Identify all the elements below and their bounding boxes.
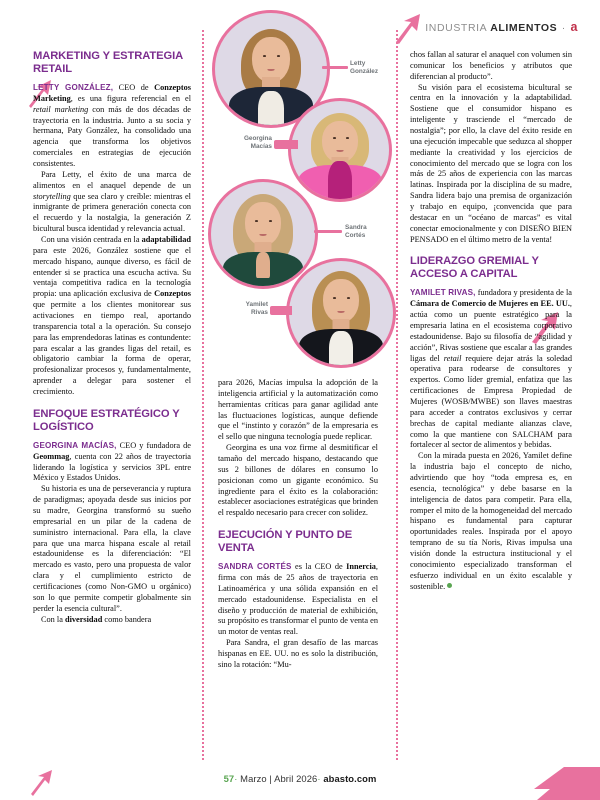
portrait-inner-garment [328,161,352,202]
article-column-middle [218,378,378,671]
paragraph-letty-storytelling [33,170,191,235]
connector-yamilet [270,306,292,315]
paragraph-macias-ia: para 2026, Macías impulsa la adopción de la inteligencia artificial y la automatización como herramientas críticas para ganar agilidad ante las fluctuaciones logísticas, aunque defiende que el “instinto y corazón” de la empresaria es el sello que ninguna tecnología puede replicar. [218,378,378,442]
lead-name-letty: LETTY GONZÁLEZ, [33,82,114,92]
paragraph-georgina-diversidad [33,615,191,626]
text-run: requiere dejar atrás la soledad operativa para rodearse de consultores y expertos. Como líder gremial, enfatiza que las certificaciones de Empresa Propiedad de Mujeres (WOSB/MWBE) son llaves maestras para acceder a contratos exclusivos y cerrar brechas de capital mediante alianzas clave, como la que mantiene con SALCHAM para fortalecer al sector de alimentos y bebidas. [410,353,572,450]
text-run: CEO de [113,82,155,92]
label-line-2: Cortés [345,231,366,239]
text-run: , es una figura referencial en el [70,93,191,103]
text-run: con más de dos décadas de trayectoria en la industria. Junto a su socia y hermana, Paty González, ha consolidado una agencia que transforma los objetivos comerciales en estrategias de ejecución consistentes. [33,104,191,168]
text-run: Para Letty, el éxito de una marca de alimentos en el anaquel depende de un [33,169,191,190]
label-line-2: Rivas [250,308,268,316]
portrait-eye-right [277,55,280,57]
lead-name-yamilet: YAMILET RIVAS, [410,288,476,298]
abasto-logo-mark: a [570,20,578,34]
text-run-bold: Cámara de Comercio de Mujeres en EE. UU. [410,299,570,309]
portrait-eye-left [255,220,258,222]
paragraph-yamilet-nicho [410,451,572,592]
text-run: , actúa como un puente estratégico para la empresaria latina en el ecosistema corporativo estadounidense. Bajo su filosofía de “agilidad y acción”, Rivas sostiene que escalar a las grandes ligas del [410,299,572,363]
lead-name-sandra: SANDRA CORTÉS [218,562,292,572]
text-run-italic: retail [443,353,462,363]
text-run: fundadora y presidenta de la [475,288,572,298]
section-heading-ejecucion: EJECUCIÓN Y PUNTO DE VENTA [218,529,353,555]
portrait-label-letty [350,60,378,75]
portrait-cluster [190,4,410,374]
text-run: Con la mirada puesta en 2026, Yamilet define la industria bajo el concepto de nicho, advirtiendo que hoy “toda empresa es, en esencia, tecnológica” y debe basarse en la inteligencia de datos para competir. Para ella, romper el mito de la homogeneidad del mercado hispano es fundamental para capturar oportunidades reales. Inspirada por el apoyo temprano de su tía Noris, Rivas impulsa una visión donde la estructura institucional y el conocimiento especializado transforman el esfuerzo individual en un éxito escalable y sostenible. [410,451,572,591]
portrait-label-sandra [345,224,367,239]
article-column-left [33,50,191,625]
portrait-sandra-cortes[interactable] [208,179,318,289]
connector-sandra [314,230,342,233]
paragraph-letty-intro [33,83,191,170]
label-line-1: Letty [350,60,366,67]
paragraph-sandra-desafio: Para Sandra, el gran desafío de las marcas hispanas en EE. UU. no es solo la distribución, sino la rotación: “Mu- [218,638,378,669]
portrait-eye-right [347,297,350,299]
footer-bullet-left: · [234,773,238,784]
page-header-masthead [425,20,578,34]
label-line-2: Macías [250,142,272,150]
text-run: que sea claro y creíble: mientras el inmigrante de primera generación conecta con el recuerdo y la nostalgia, la generación Z bicultural busca identidad y relevancia actual. [33,191,191,234]
connector-letty [322,66,348,69]
label-line-1: Sandra [345,224,367,231]
portrait-eye-right [269,220,272,222]
label-line-2: González [350,67,379,75]
portrait-yamilet-rivas[interactable] [286,258,396,368]
lead-name-georgina: GEORGINA MACÍAS, [33,440,117,450]
article-column-right [410,50,572,593]
text-run: para este 2026, González sostiene que el mercado hispano, aunque diverso, es fácil de entender si se practica una escucha activa. Su ventaja competitiva radica en la tecnología propia: una aplicación exclusiva de [33,245,191,299]
paragraph-letty-adaptabilidad [33,235,191,398]
text-run-bold: Conzeptos Marketing [33,82,191,103]
portrait-eye-right [346,137,349,139]
paragraph-georgina-intro [33,441,191,484]
label-line-1: Georgina [243,135,272,142]
label-line-1: Yamilet [245,301,268,308]
text-run: que permite a los clientes monitorear sus activaciones en tiempo real, aportando transparencia total a la operación. Su consejo para las emprendedoras latinas es contundente: para escalar a las grandes ligas del retail, es obligatorio cambiar la forma de operar, profesionalizar procesos y, fundamentalmente, aprender a delegar para sostener el crecimiento. [33,300,191,397]
text-run: es la CEO de [291,562,347,572]
text-run: como bandera [102,614,152,624]
paragraph-sandra-continued: chos fallan al saturar el anaquel con volumen sin comunicar los beneficios y atributos que diferencian al producto”. [410,50,572,81]
portrait-face [323,279,359,323]
portrait-eye-left [333,297,336,299]
text-run-bold: Conzeptos [154,289,191,299]
text-run-bold: diversidad [64,614,103,624]
text-run: , cuenta con 22 años de trayectoria liderando la logística y servicios 3PL entre México y Estados Unidos. [33,451,191,483]
end-of-article-mark [447,583,452,588]
portrait-inner-garment [256,252,270,278]
paragraph-georgina-historia: Su historia es una de perseverancia y ruptura de paradigmas; apoyada desde sus inicios por su madre, Georgina transformó su sueño empresarial en un pilar de la cadena de suministro internacional. Para ella, la clave para que una marca hispana escale al retail estadounidense es la diferenciación: “El mercado es vasto, pero una propuesta de valor clara y el cumplimiento estricto de certificaciones (como Non-GMO u orgánico) son lo que permite competir globalmente sin perder la esencia cultural”. [33,484,191,613]
portrait-eye-left [263,55,266,57]
text-run: CEO y fundadora de [116,440,191,450]
paragraph-yamilet-intro [410,288,572,451]
portrait-face [245,202,281,246]
text-run-bold: Geommag [33,451,70,461]
section-heading-liderazgo: LIDERAZGO GREMIAL Y ACCESO A CAPITAL [410,255,539,281]
connector-georgina [274,140,298,149]
portrait-eye-left [333,137,336,139]
masthead-title: ALIMENTOS [490,22,558,34]
portrait-label-georgina [208,135,272,150]
masthead-kicker: INDUSTRIA [425,22,487,34]
section-heading-enfoque: ENFOQUE ESTRATÉGICO Y LOGÍSTICO [33,407,180,433]
paragraph-sandra-vision: Su visión para el ecosistema bicultural se centra en la innovación y la adaptabilidad. Sostiene que el consumidor hispano es inteligente y trasciende el “mercado de nostalgia”; por ello, la clave del éxito reside en una ejecución impecable que seduzca al shopper mediante la creatividad y los ejercicios de conocimiento del mercado que se logra con los más de 25 años de experiencia con las marcas latinas. Inspirada por la disciplina de su madre, Sandra lidera bajo una premisa de organización y trabajo en equipo, ¡convencida que para destacar en un “océano de marcas” es vital conectar emocionalmente y con DISEÑO BIEN PENSADO en el último metro de la venta! [410,82,572,244]
paragraph-georgina-mercado: Georgina es una voz firme al desmitificar el tamaño del mercado hispano, destacando que sus 2 billones de dólares en consumo lo posicionan como un gigante económico. Su ingrediente para el éxito es la colaboración: establecer asociaciones estratégicas que brinden el respaldo necesario para crecer con solidez. [218,443,378,518]
footer-bullet-right: · [317,773,321,784]
footer-page-number: 57 [223,773,235,784]
text-run: , firma con más de 25 años de trayectoria en Latinoamérica y una sólida expansión en el mercado estadounidense. Especialista en el diseño y producción de material de exhibición, su propósito es transformar el punto de venta en un motor de ventas real. [218,562,378,637]
footer-issue-date: Marzo | Abril 2026 [240,773,318,784]
text-run-italic: storytelling [33,191,71,201]
text-run-italic: retail marketing [33,104,89,114]
page-footer [0,773,600,784]
portrait-georgina-macias[interactable] [288,98,392,202]
portrait-inner-garment [329,331,353,368]
text-run: Con la [41,614,65,624]
text-run: Con una visión centrada en la [41,235,142,244]
portrait-inner-garment [258,91,284,128]
footer-website[interactable]: abasto.com [323,773,377,784]
paragraph-sandra-intro [218,562,378,638]
portrait-label-yamilet [204,301,268,316]
text-run-bold: adaptabilidad [141,235,191,244]
masthead-separator: · [561,22,566,34]
text-run-bold: Innercia [346,562,376,572]
section-heading-marketing: MARKETING Y ESTRATEGIA RETAIL [33,50,183,75]
